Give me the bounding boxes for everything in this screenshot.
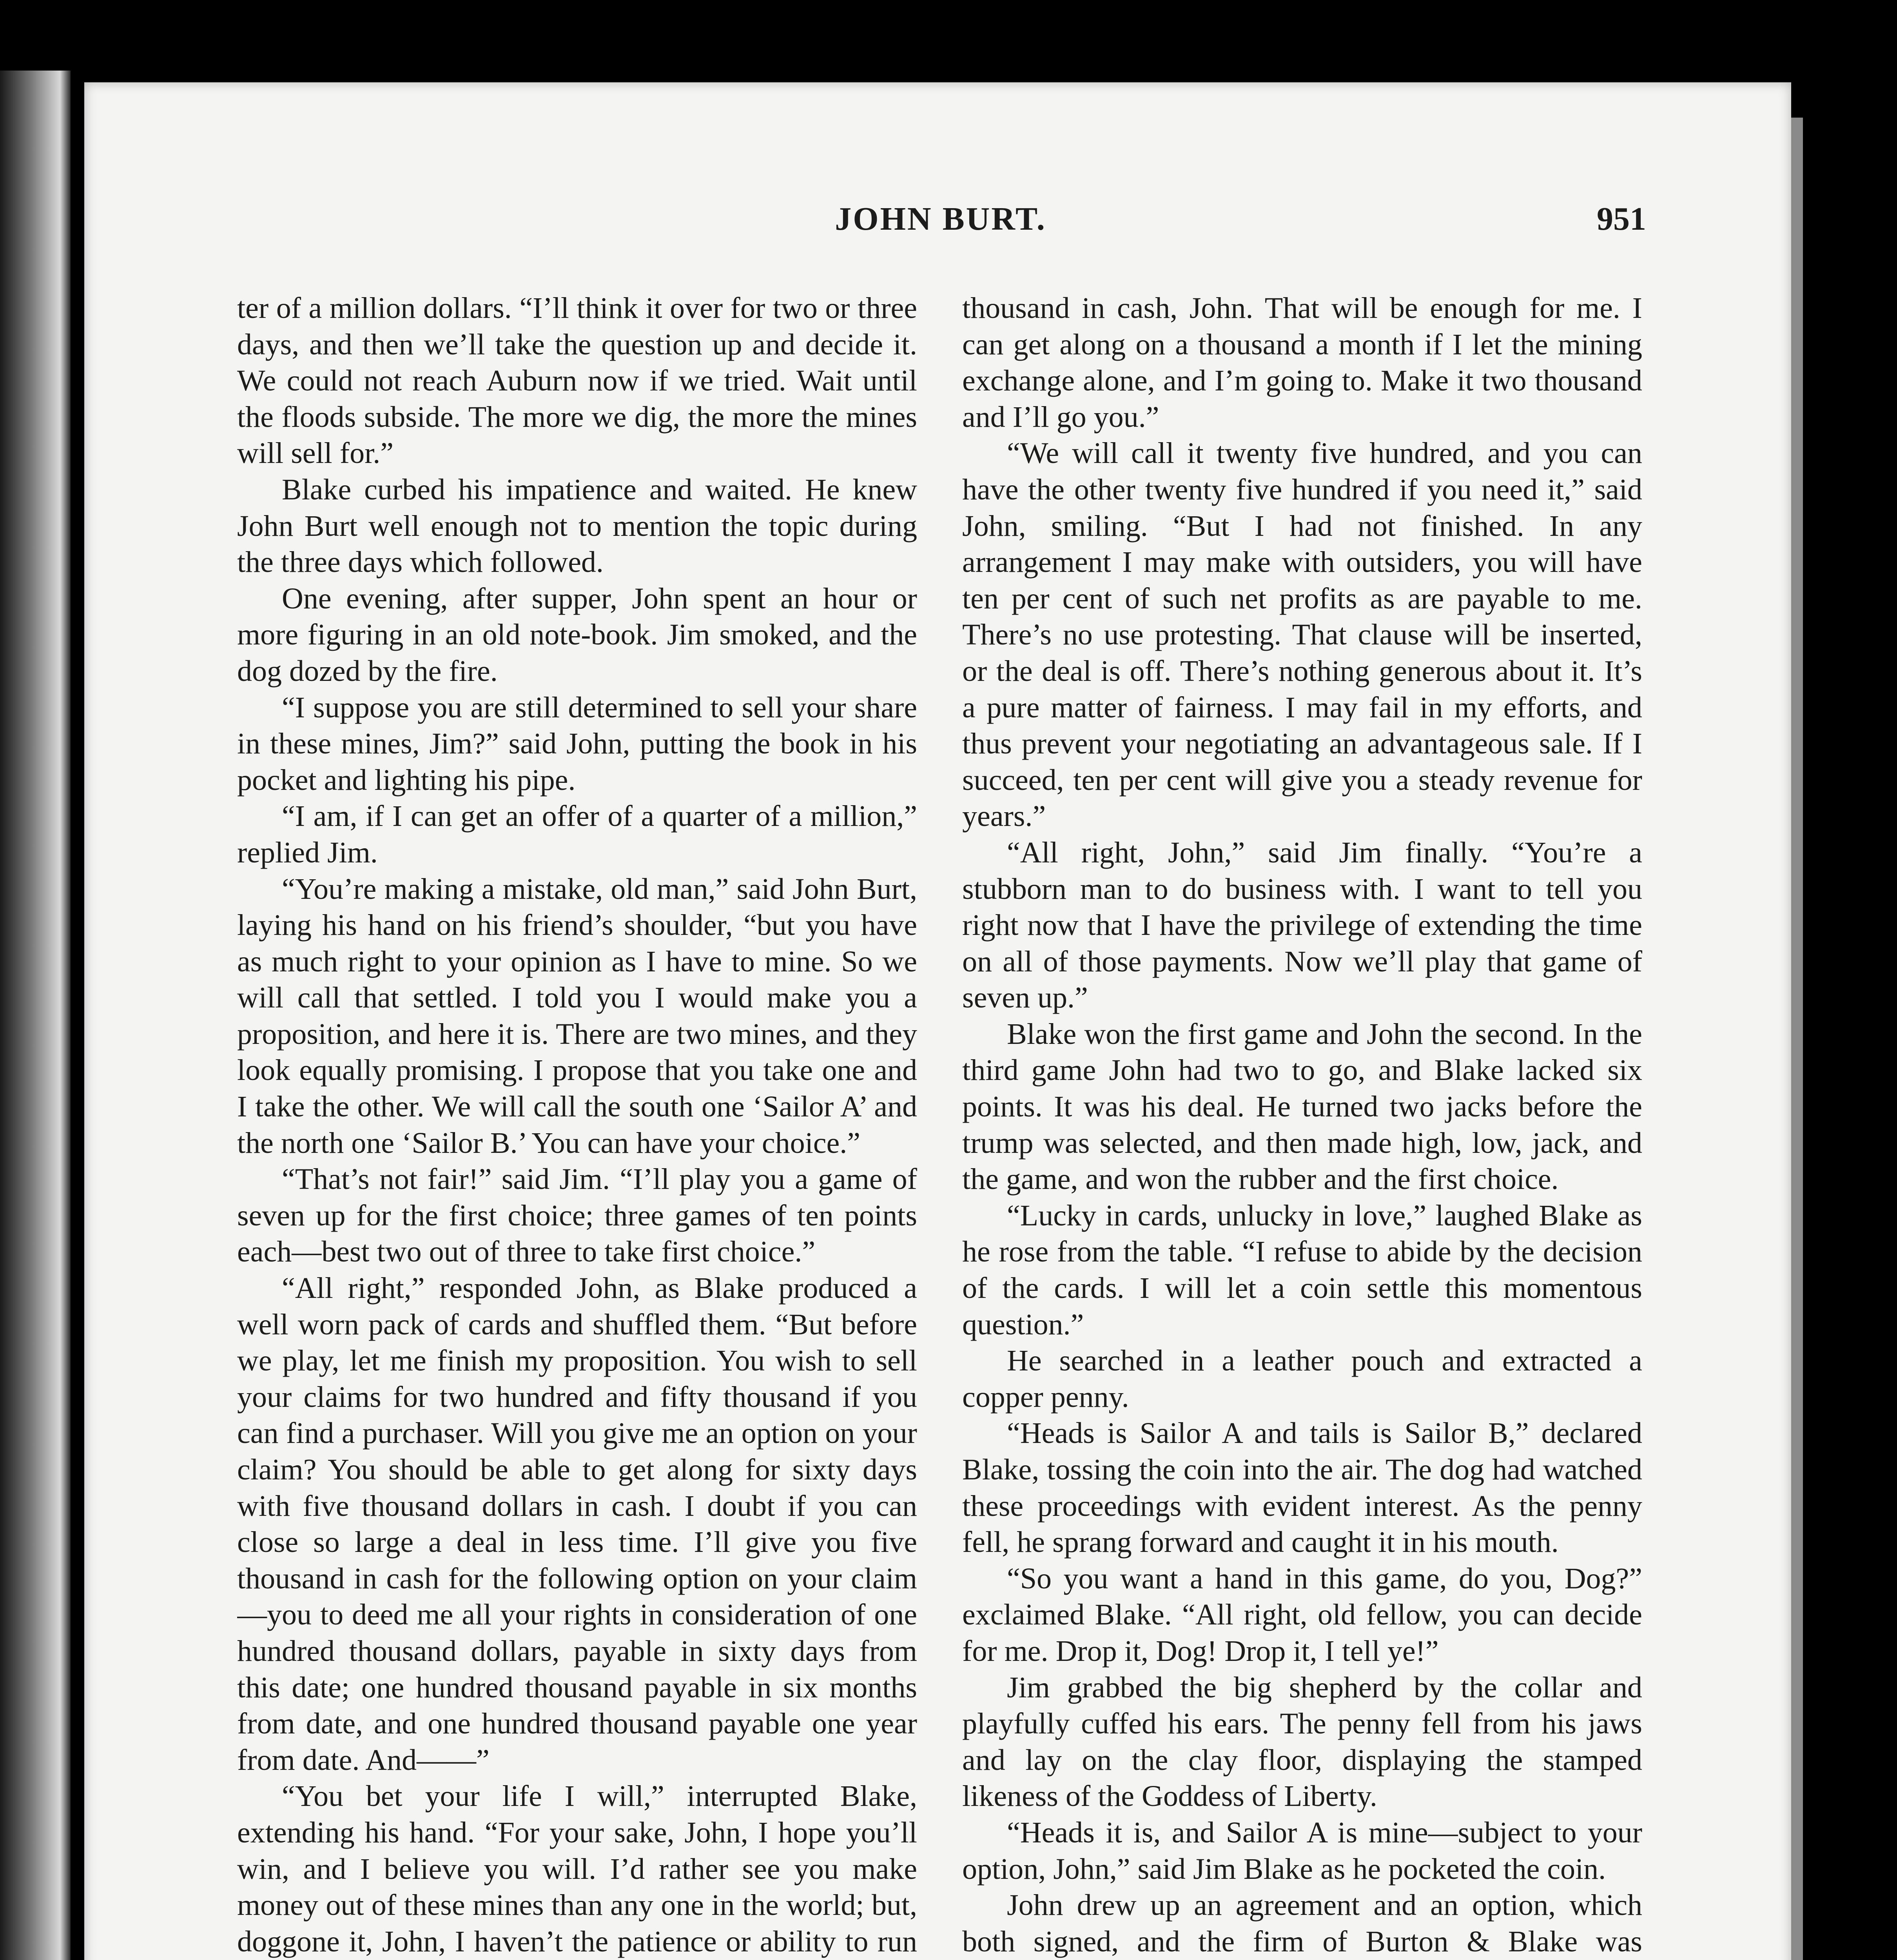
paragraph: “You’re making a mistake, old man,” said John Burt, laying his hand on his friend’s shoulder, “but you have as much right to your opinion as I have to mine. So we will call that settled. I told you I would make you a proposition, and here it is. There are two mines, and they look equally promising. I propose that you take one and I take the other. We will call the south one ‘Sailor A’ and the north one ‘Sailor B.’ You can have your choice.” xyxy=(237,872,917,1160)
page-header xyxy=(235,200,1646,263)
paragraph: “I suppose you are still determined to sell your share in these mines, Jim?” said John, putting the book in his pocket and lighting his pipe. xyxy=(237,691,917,797)
page-number: 951 xyxy=(1597,201,1646,237)
paragraph: Blake won the first game and John the second. In the third game John had two to go, and Blake lacked six points. It was his deal. He turned two jacks before the trump was selected, and then made high, low, jack, and the game, and won the rubber and the first choice. xyxy=(962,1017,1642,1196)
running-title: JOHN BURT. xyxy=(835,201,1046,237)
paragraph: He searched in a leather pouch and extracted a copper penny. xyxy=(962,1344,1642,1414)
paragraph: “That’s not fair!” said Jim. “I’ll play you a game of seven up for the first choice; three games of ten points each—best two out of three to take first choice.” xyxy=(237,1163,917,1269)
paragraph: One evening, after supper, John spent an hour or more figuring in an old note-book. Jim smoked, and the dog dozed by the fire. xyxy=(237,582,917,688)
paragraph: “All right, John,” said Jim finally. “You’re a stubborn man to do business with. I want to tell you right now that I have the privilege of extending the time on all of those payments. Now we’ll play that game of seven up.” xyxy=(962,836,1642,1014)
paragraph: Jim grabbed the big shepherd by the collar and playfully cuffed his ears. The penny fell from his jaws and lay on the clay floor, displaying the stamped likeness of the Goddess of Liberty. xyxy=(962,1671,1642,1813)
paragraph: “All right,” responded John, as Blake produced a well worn pack of cards and shuffled them. “But before we play, let me finish my proposition. You wish to sell your claims for two hundred and fifty thousand if you can find a purchaser. Will you give me an option on your claim? You should be able to get along for sixty days with five thousand dollars in cash. I doubt if you can close so large a deal in less time. I’ll give you five thousand in cash for the following option on your claim—you to deed me all your rights in consideration of one hundred thousand dollars, payable in sixty days from this date; one hundred thousand payable in six months from date, and one hundred thousand payable one year from date. And——” xyxy=(237,1272,917,1777)
paragraph: John drew up an agreement and an option, which both signed, and the firm of Burton & Blake was xyxy=(962,1889,1642,1958)
paragraph: “Heads it is, and Sailor A is mine—subject to your option, John,” said Jim Blake as he pocketed the coin. xyxy=(962,1816,1642,1886)
paragraph: “Lucky in cards, unlucky in love,” laughed Blake as he rose from the table. “I refuse to abide by the decision of the cards. I will let a coin settle this momentous question.” xyxy=(962,1199,1642,1341)
paragraph: “You bet your life I will,” interrupted Blake, extending his hand. “For your sake, John, I hope you’ll win, and I believe you will. I’d rather see you make money out of these mines than any one in the world; but, doggone it, John, I haven’t the patience or ability to run xyxy=(237,1780,917,1958)
binding-edge xyxy=(0,71,71,1960)
paragraph: “We will call it twenty five hundred, and you can have the other twenty five hundred if you need it,” said John, smiling. “But I had not finished. In any arrangement I may make with outsiders, you will have ten per cent of such net profits as are payable to me. There’s no use protesting. That clause will be inserted, or the deal is off. There’s nothing generous about it. It’s a pure matter of fairness. I may fail in my efforts, and thus prevent your negotiating an advantageous sale. If I succeed, ten per cent will give you a steady revenue for years.” xyxy=(962,437,1642,833)
paragraph: “I am, if I can get an offer of a quarter of a million,” replied Jim. xyxy=(237,800,917,869)
paragraph: thousand in cash, John. That will be enough for me. I can get along on a thousand a month if I let the mining exchange alone, and I’m going to. Make it two thousand and I’ll go you.” xyxy=(962,292,1642,434)
paragraph: “Heads is Sailor A and tails is Sailor B,” declared Blake, tossing the coin into the air. The dog had watched these proceedings with evident interest. As the penny fell, he sprang forward and caught it in his mouth. xyxy=(962,1417,1642,1559)
paragraph: “So you want a hand in this game, do you, Dog?” exclaimed Blake. “All right, old fellow, you can decide for me. Drop it, Dog! Drop it, I tell ye!” xyxy=(962,1562,1642,1668)
paragraph: ter of a million dollars. “I’ll think it over for two or three days, and then we’ll take the question up and decide it. We could not reach Auburn now if we tried. Wait until the floods subside. The more we dig, the more the mines will sell for.” xyxy=(237,292,917,470)
paragraph: Blake curbed his impatience and waited. He knew John Burt well enough not to mention the topic during the three days which followed. xyxy=(237,473,917,579)
text-column-right xyxy=(962,290,1642,1960)
text-column-left xyxy=(237,290,917,1960)
paper-edge-shadow xyxy=(1791,118,1803,1960)
